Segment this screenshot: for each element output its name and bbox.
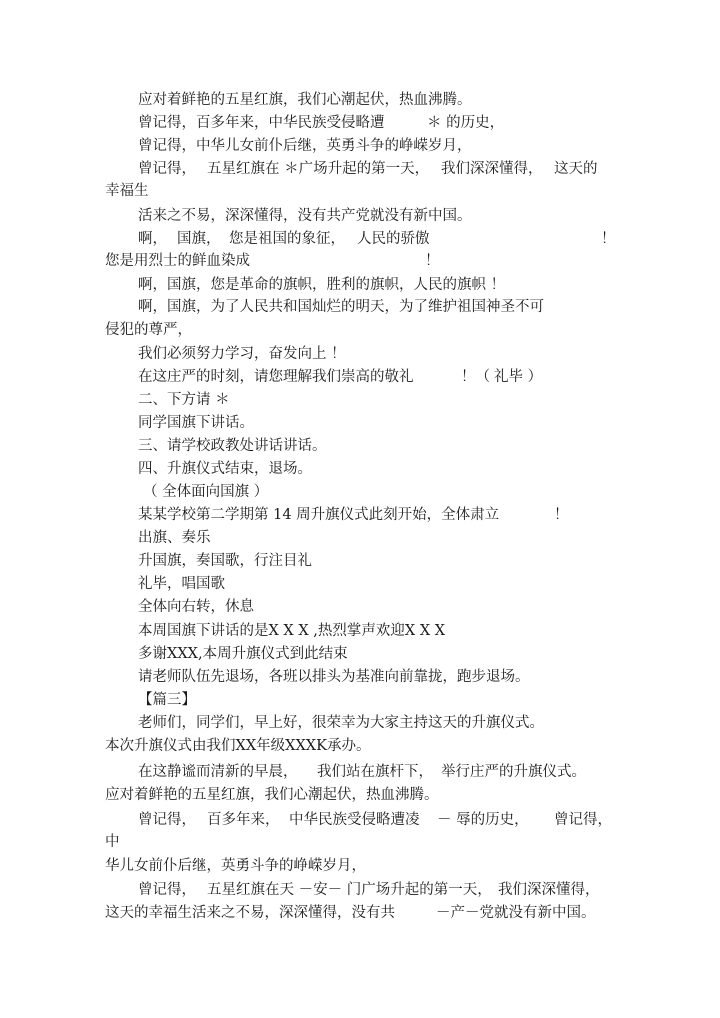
text-line bbox=[0, 620, 720, 642]
text-segment: 这天的 bbox=[554, 161, 598, 177]
text-segment: 我们必须努力学习，奋发向上 ！ bbox=[138, 346, 346, 362]
text-segment: 啊， bbox=[138, 231, 167, 247]
text-segment: 礼毕 ） bbox=[494, 369, 543, 385]
text-segment: 二、下方请 ＊ bbox=[138, 392, 230, 408]
text-segment: 礼毕，唱国歌 bbox=[138, 576, 225, 592]
text-segment: 曾记得， bbox=[138, 812, 196, 828]
text-line bbox=[0, 902, 720, 924]
text-segment: 我们深深懂得， bbox=[441, 161, 543, 177]
text-line bbox=[0, 112, 720, 134]
text-line bbox=[0, 412, 720, 434]
text-segment: 活来之不易，深深懂得，没有共产党就没有新中国。 bbox=[138, 208, 472, 224]
text-segment: 百多年来， bbox=[207, 812, 280, 828]
text-line bbox=[0, 855, 720, 877]
text-line bbox=[0, 504, 720, 526]
text-segment: 三、请学校政教处讲话讲话。 bbox=[138, 438, 327, 454]
text-line bbox=[0, 435, 720, 457]
text-line bbox=[0, 689, 720, 711]
text-line bbox=[0, 831, 720, 853]
text-line bbox=[0, 319, 720, 341]
text-segment: 四、升旗仪式结束，退场。 bbox=[138, 461, 312, 477]
text-line bbox=[0, 481, 720, 503]
text-segment: 华儿女前仆后继，英勇斗争的峥嵘岁月， bbox=[105, 858, 366, 874]
text-segment: 在这庄严的时刻，请您理解我们崇高的敬礼 bbox=[138, 369, 414, 385]
text-segment: 本周国旗下讲话的是X X X ,热烈掌声欢迎X X X bbox=[138, 623, 446, 639]
text-line bbox=[0, 296, 720, 318]
text-line bbox=[0, 89, 720, 111]
text-segment: 应对着鲜艳的五星红旗，我们心潮起伏，热血沸腾。 bbox=[138, 92, 472, 108]
text-line bbox=[0, 596, 720, 618]
text-line bbox=[0, 135, 720, 157]
text-segment: 中 bbox=[105, 834, 120, 850]
text-segment: 五星红旗在天 －安－ 门广场升起的第一天， bbox=[207, 882, 492, 898]
section-heading: 【篇三】 bbox=[138, 692, 196, 708]
text-segment: 曾记得，百多年来，中华民族受侵略遭 bbox=[138, 115, 385, 131]
text-line bbox=[0, 366, 720, 388]
text-segment: 人民的骄傲 bbox=[357, 231, 430, 247]
text-segment: － 辱的历史， bbox=[437, 812, 529, 828]
text-line bbox=[0, 761, 720, 783]
text-segment: 某某学校第二学期第 14 周升旗仪式此刻开始，全体肃立 bbox=[138, 507, 500, 523]
text-line bbox=[0, 666, 720, 688]
text-segment: 您是用烈士的鲜血染成 bbox=[105, 253, 250, 269]
text-line bbox=[0, 784, 720, 806]
text-segment: ！ bbox=[554, 507, 569, 523]
text-segment: 我们站在旗杆下， bbox=[317, 764, 433, 780]
text-segment: 应对着鲜艳的五星红旗，我们心潮起伏，热血沸腾。 bbox=[105, 787, 439, 803]
text-segment: 在这静谧而清新的早晨， bbox=[138, 764, 298, 780]
text-segment: ＊ 的历史， bbox=[427, 115, 505, 131]
text-segment: （ 全体面向国旗 ） bbox=[143, 484, 269, 500]
text-segment: －产－党就没有新中国。 bbox=[436, 905, 596, 921]
text-segment: 五星红旗在 ＊广场升起的第一天， bbox=[207, 161, 430, 177]
text-line bbox=[0, 879, 720, 901]
text-segment: 多谢XXX,本周升旗仪式到此结束 bbox=[138, 646, 348, 662]
text-segment: 这天的幸福生活来之不易，深深懂得，没有共 bbox=[105, 905, 395, 921]
text-line bbox=[0, 643, 720, 665]
text-segment: ！ bbox=[601, 231, 616, 247]
text-segment: 我们深深懂得， bbox=[498, 882, 600, 898]
text-segment: 中华民族受侵略遭凌 bbox=[289, 812, 420, 828]
text-segment: 啊，国旗，为了人民共和国灿烂的明天，为了维护祖国神圣不可 bbox=[138, 299, 544, 315]
text-line bbox=[0, 343, 720, 365]
text-segment: 您是祖国的象征， bbox=[229, 231, 345, 247]
text-segment: 举行庄严的升旗仪式。 bbox=[441, 764, 586, 780]
text-segment: ！ bbox=[425, 253, 440, 269]
text-segment: 啊，国旗，您是革命的旗帜，胜利的旗帜，人民的旗帜 ！ bbox=[138, 277, 506, 293]
text-segment: 曾记得， bbox=[138, 882, 196, 898]
text-line bbox=[0, 809, 720, 831]
text-line bbox=[0, 573, 720, 595]
text-segment: 全体向右转，休息 bbox=[138, 599, 254, 615]
text-segment: 幸福生 bbox=[105, 183, 149, 199]
text-segment: 曾记得， bbox=[554, 812, 612, 828]
text-segment: 升国旗，奏国歌，行注目礼 bbox=[138, 553, 312, 569]
text-line bbox=[0, 550, 720, 572]
text-segment: 出旗、奏乐 bbox=[138, 530, 211, 546]
text-line bbox=[0, 250, 720, 272]
text-line bbox=[0, 205, 720, 227]
text-segment: 老师们，同学们，早上好，很荣幸为大家主持这天的升旗仪式。 bbox=[138, 715, 544, 731]
text-line bbox=[0, 274, 720, 296]
text-line bbox=[0, 389, 720, 411]
text-segment: 曾记得， bbox=[138, 161, 196, 177]
text-segment: 同学国旗下讲话。 bbox=[138, 415, 254, 431]
text-segment: 本次升旗仪式由我们XX年级XXXK承办。 bbox=[105, 738, 371, 754]
text-line bbox=[0, 228, 720, 250]
text-segment: 曾记得，中华儿女前仆后继，英勇斗争的峥嵘岁月， bbox=[138, 138, 472, 154]
text-segment: 国旗， bbox=[177, 231, 221, 247]
text-segment: 侵犯的尊严， bbox=[105, 322, 192, 338]
text-line bbox=[0, 527, 720, 549]
text-segment: 请老师队伍先退场，各班以排头为基准向前靠拢，跑步退场。 bbox=[138, 669, 530, 685]
text-segment: ！（ bbox=[461, 369, 490, 385]
text-line bbox=[0, 712, 720, 734]
text-line bbox=[0, 158, 720, 180]
text-line bbox=[0, 735, 720, 757]
text-line bbox=[0, 180, 720, 202]
text-line bbox=[0, 458, 720, 480]
